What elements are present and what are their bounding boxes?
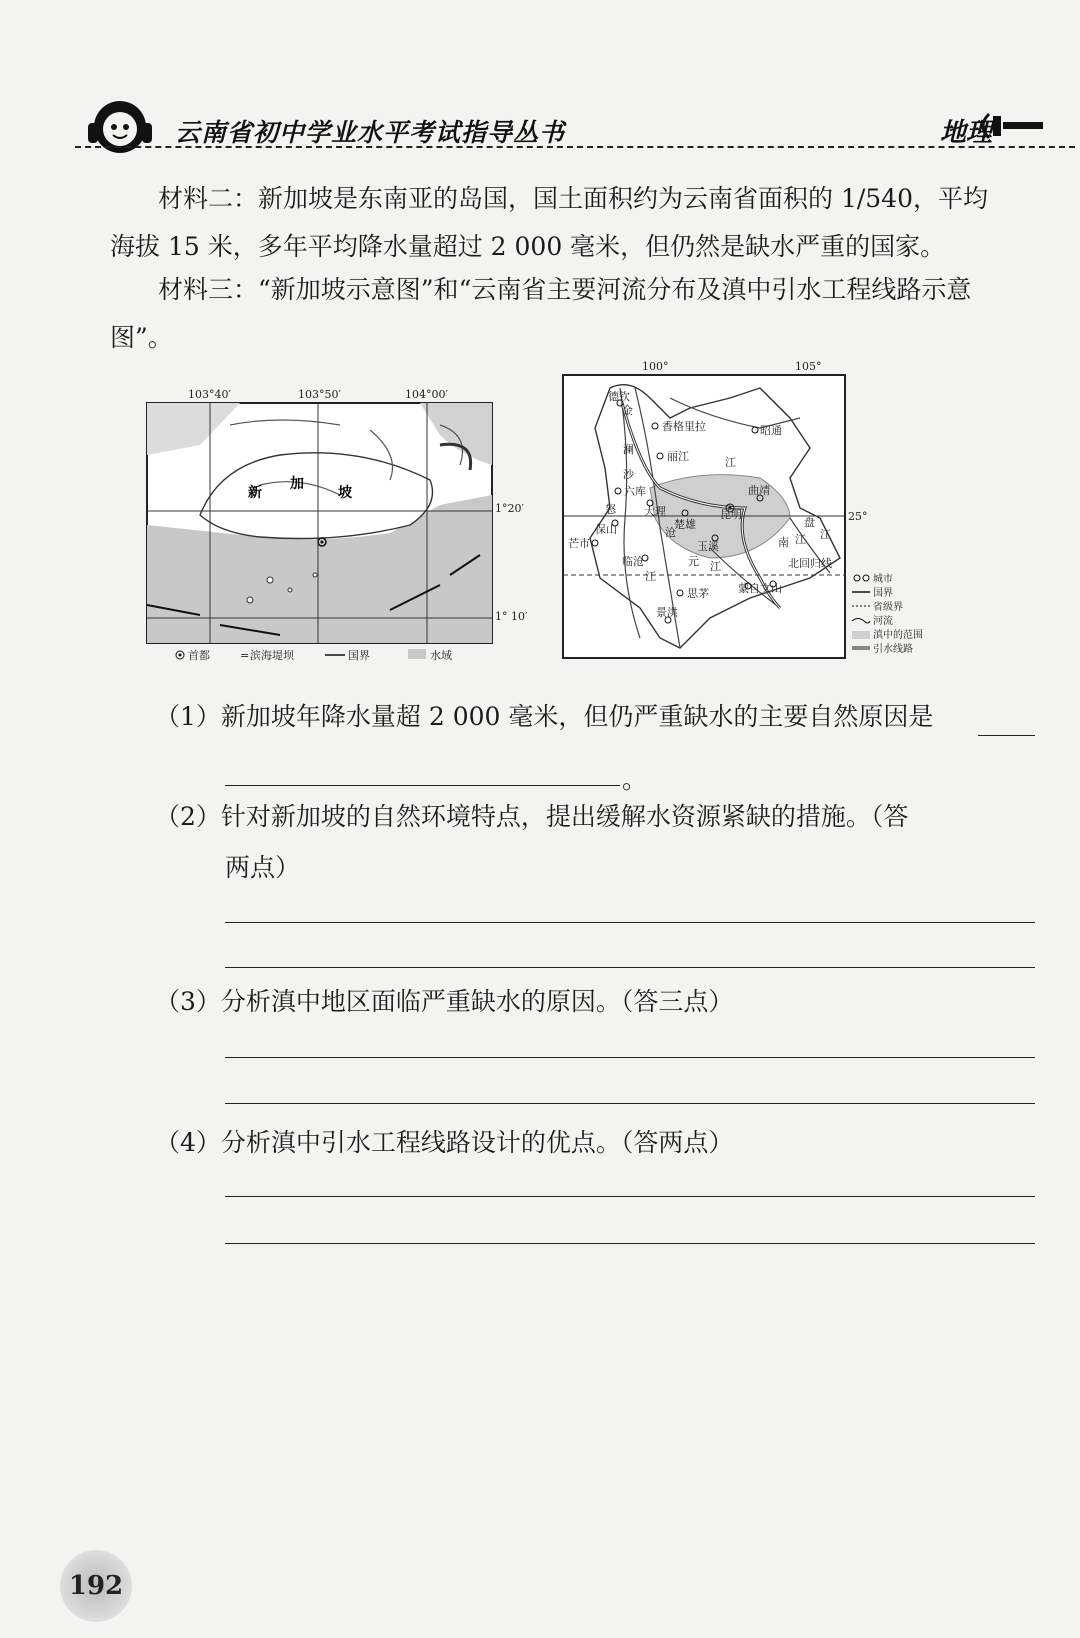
city-label: 六库	[624, 485, 646, 498]
legend-label: 城市	[873, 574, 893, 585]
question-text: 分析滇中地区面临严重缺水的原因。（答三点）	[220, 987, 734, 1016]
city-label: 昆明	[720, 508, 742, 521]
header-divider	[75, 146, 1075, 148]
lat-label: 1° 10′	[495, 610, 528, 623]
question-text: 新加坡年降水量超 2 000 毫米，但仍严重缺水的主要自然原因是	[220, 702, 934, 731]
tropic-label: 北回归线	[788, 557, 832, 570]
question-3	[155, 982, 1035, 1018]
river-label: 盘	[804, 516, 815, 529]
city-label: 楚雄	[674, 518, 696, 531]
question-4	[155, 1123, 1035, 1159]
place-label: 加	[290, 476, 304, 492]
river-label: 元	[688, 555, 699, 568]
question-1	[155, 697, 1035, 733]
river-label: 怒	[605, 503, 616, 516]
answer-line[interactable]	[225, 1057, 1035, 1058]
city-label: 芒市	[568, 537, 590, 550]
river-label: 南	[778, 536, 789, 549]
city-label: 昭通	[760, 424, 782, 437]
page-number: 192	[60, 1550, 132, 1622]
header-ornament-icon	[975, 108, 1045, 148]
svg-text:=: =	[240, 649, 250, 662]
river-label: 江	[645, 570, 656, 583]
lon-label: 103°50′	[298, 388, 341, 401]
place-label: 坡	[338, 485, 352, 501]
lon-label: 104°00′	[405, 388, 448, 401]
lon-label: 105°	[795, 360, 822, 373]
singapore-map	[140, 385, 540, 690]
river-label: 江	[795, 533, 806, 546]
river-label: 江	[725, 456, 736, 469]
answer-line[interactable]	[225, 1196, 1035, 1197]
legend-label: 水域	[430, 649, 452, 662]
question-number: （3）	[155, 987, 221, 1016]
yunnan-map	[560, 358, 940, 688]
legend-label: 滇中的范围	[873, 630, 923, 641]
city-label: 玉溪	[697, 540, 719, 553]
city-label: 文山	[760, 582, 782, 595]
city-label: 保山	[595, 523, 617, 536]
legend-label: 省级界	[873, 602, 903, 613]
lon-label: 100°	[642, 360, 669, 373]
legend-label: 国界	[873, 588, 893, 599]
city-label: 思茅	[687, 587, 709, 600]
legend-label: 滨海堤坝	[250, 649, 294, 662]
answer-line[interactable]	[978, 735, 1035, 736]
river-label: 沧	[665, 526, 676, 539]
material-three: 材料三：“新加坡示意图”和“云南省主要河流分布及滇中引水工程线路示意图”。	[110, 275, 972, 352]
river-label: 金	[622, 404, 633, 417]
lat-label: 25°	[848, 510, 868, 523]
city-label: 大理	[644, 505, 666, 518]
city-label: 德钦	[608, 390, 630, 403]
legend-label: 引水线路	[873, 644, 913, 655]
legend-label: 河流	[873, 616, 893, 627]
city-label: 临沧	[622, 555, 644, 568]
question-1-tail: 。	[622, 765, 648, 794]
river-label: 澜	[623, 443, 634, 456]
city-label: 香格里拉	[662, 420, 706, 433]
place-label: 新	[248, 485, 262, 501]
river-label: 江	[820, 528, 831, 541]
answer-line[interactable]	[225, 785, 620, 786]
question-2-cont: 两点）	[225, 853, 301, 882]
subject-label: 地理	[940, 118, 993, 148]
question-text: 针对新加坡的自然环境特点，提出缓解水资源紧缺的措施。（答	[220, 802, 909, 831]
legend-label: 国界	[348, 649, 370, 662]
city-label: 曲靖	[748, 484, 770, 497]
answer-line[interactable]	[225, 922, 1035, 923]
city-label: 景洪	[656, 606, 678, 619]
question-number: （2）	[155, 802, 221, 831]
answer-line[interactable]	[225, 1243, 1035, 1244]
river-label: 江	[710, 560, 721, 573]
question-number: （4）	[155, 1128, 221, 1157]
question-number: （1）	[155, 702, 221, 731]
legend-label: 首都	[188, 649, 210, 662]
question-2	[155, 797, 1035, 833]
city-label: 丽江	[667, 450, 689, 463]
city-label: 蒙自	[738, 582, 760, 595]
answer-line[interactable]	[225, 967, 1035, 968]
lat-label: 1°20′	[495, 502, 524, 515]
river-label: 沙	[623, 468, 634, 481]
lon-label: 103°40′	[188, 388, 231, 401]
question-text: 分析滇中引水工程线路设计的优点。（答两点）	[220, 1128, 734, 1157]
answer-line[interactable]	[225, 1103, 1035, 1104]
series-title: 云南省初中学业水平考试指导丛书	[175, 118, 566, 147]
material-two: 材料二：新加坡是东南亚的岛国，国土面积约为云南省面积的 1/540，平均海拔 15 米，多年平均降水量超过 2 000 毫米，但仍然是缺水严重的国家。	[110, 184, 988, 261]
